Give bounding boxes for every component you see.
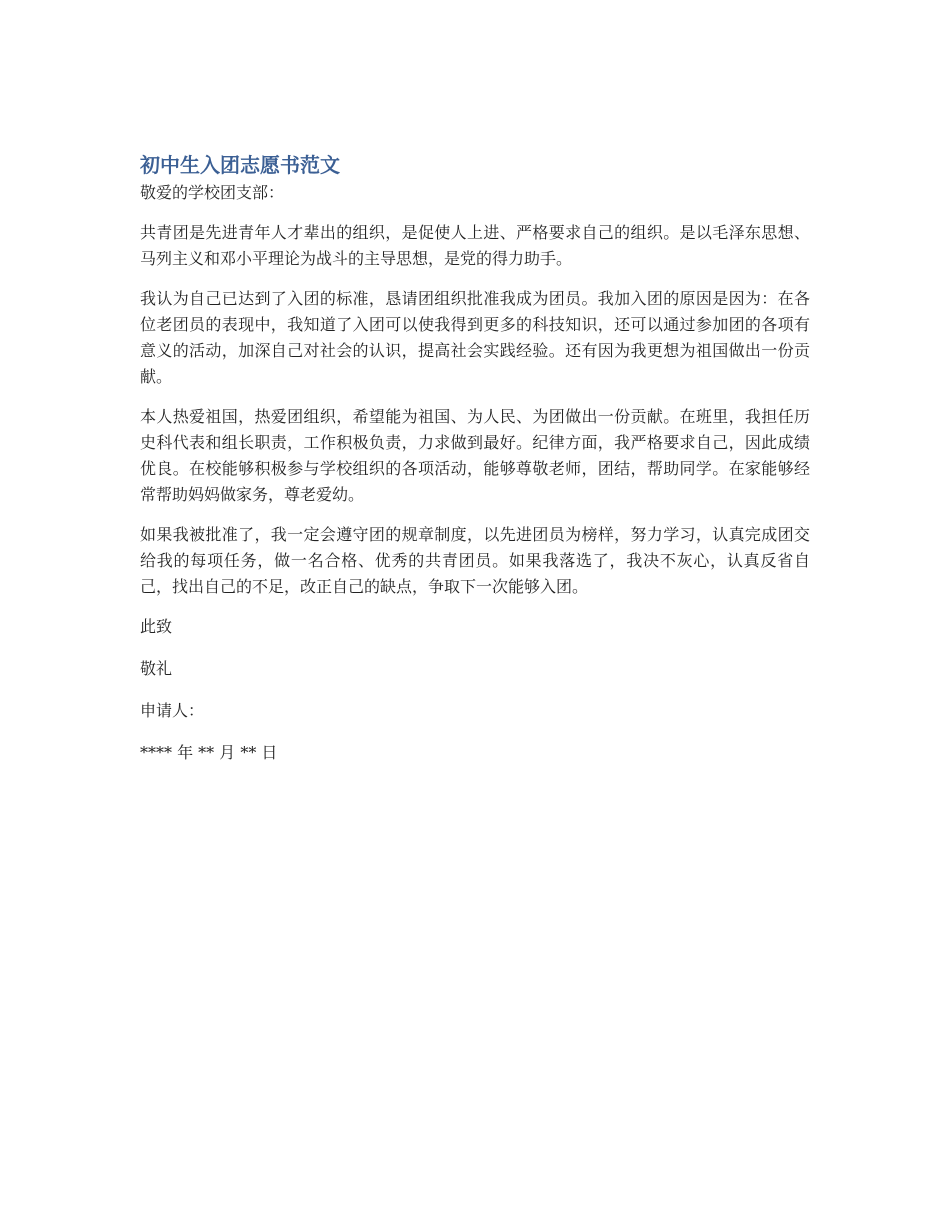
salutation: 敬爱的学校团支部：: [140, 183, 285, 202]
closing-regards: 此致: [140, 617, 173, 636]
document-title: 初中生入团志愿书范文: [140, 153, 340, 177]
closing-salute: 敬礼: [140, 659, 173, 678]
paragraph-3: 本人热爱祖国，热爱团组织，希望能为祖国、为人民、为团做出一份贡献。在班里，我担任历史科代表和组长职责，工作积极负责，力求做到最好。纪律方面，我严格要求自己，因此成绩优良。在校能够积极参与学校组织的各项活动，能够尊敬老师，团结，帮助同学。在家能够经常帮助妈妈做家务，尊老爱幼。: [140, 407, 810, 504]
document-content: [140, 150, 810, 782]
date-line: **** 年 ** 月 ** 日: [140, 743, 278, 762]
paragraph-1: 共青团是先进青年人才辈出的组织，是促使人上进、严格要求自己的组织。是以毛泽东思想、马列主义和邓小平理论为战斗的主导思想，是党的得力助手。: [140, 223, 810, 268]
paragraph-4: 如果我被批准了，我一定会遵守团的规章制度，以先进团员为榜样，努力学习，认真完成团交给我的每项任务，做一名合格、优秀的共青团员。如果我落选了，我决不灰心，认真反省自己，找出自己的不足，改正自己的缺点，争取下一次能够入团。: [140, 525, 810, 596]
paragraph-2: 我认为自己已达到了入团的标准，恳请团组织批准我成为团员。我加入团的原因是因为：在各位老团员的表现中，我知道了入团可以使我得到更多的科技知识，还可以通过参加团的各项有意义的活动，加深自己对社会的认识，提高社会实践经验。还有因为我更想为祖国做出一份贡献。: [140, 289, 810, 386]
applicant-label: 申请人：: [140, 701, 205, 720]
